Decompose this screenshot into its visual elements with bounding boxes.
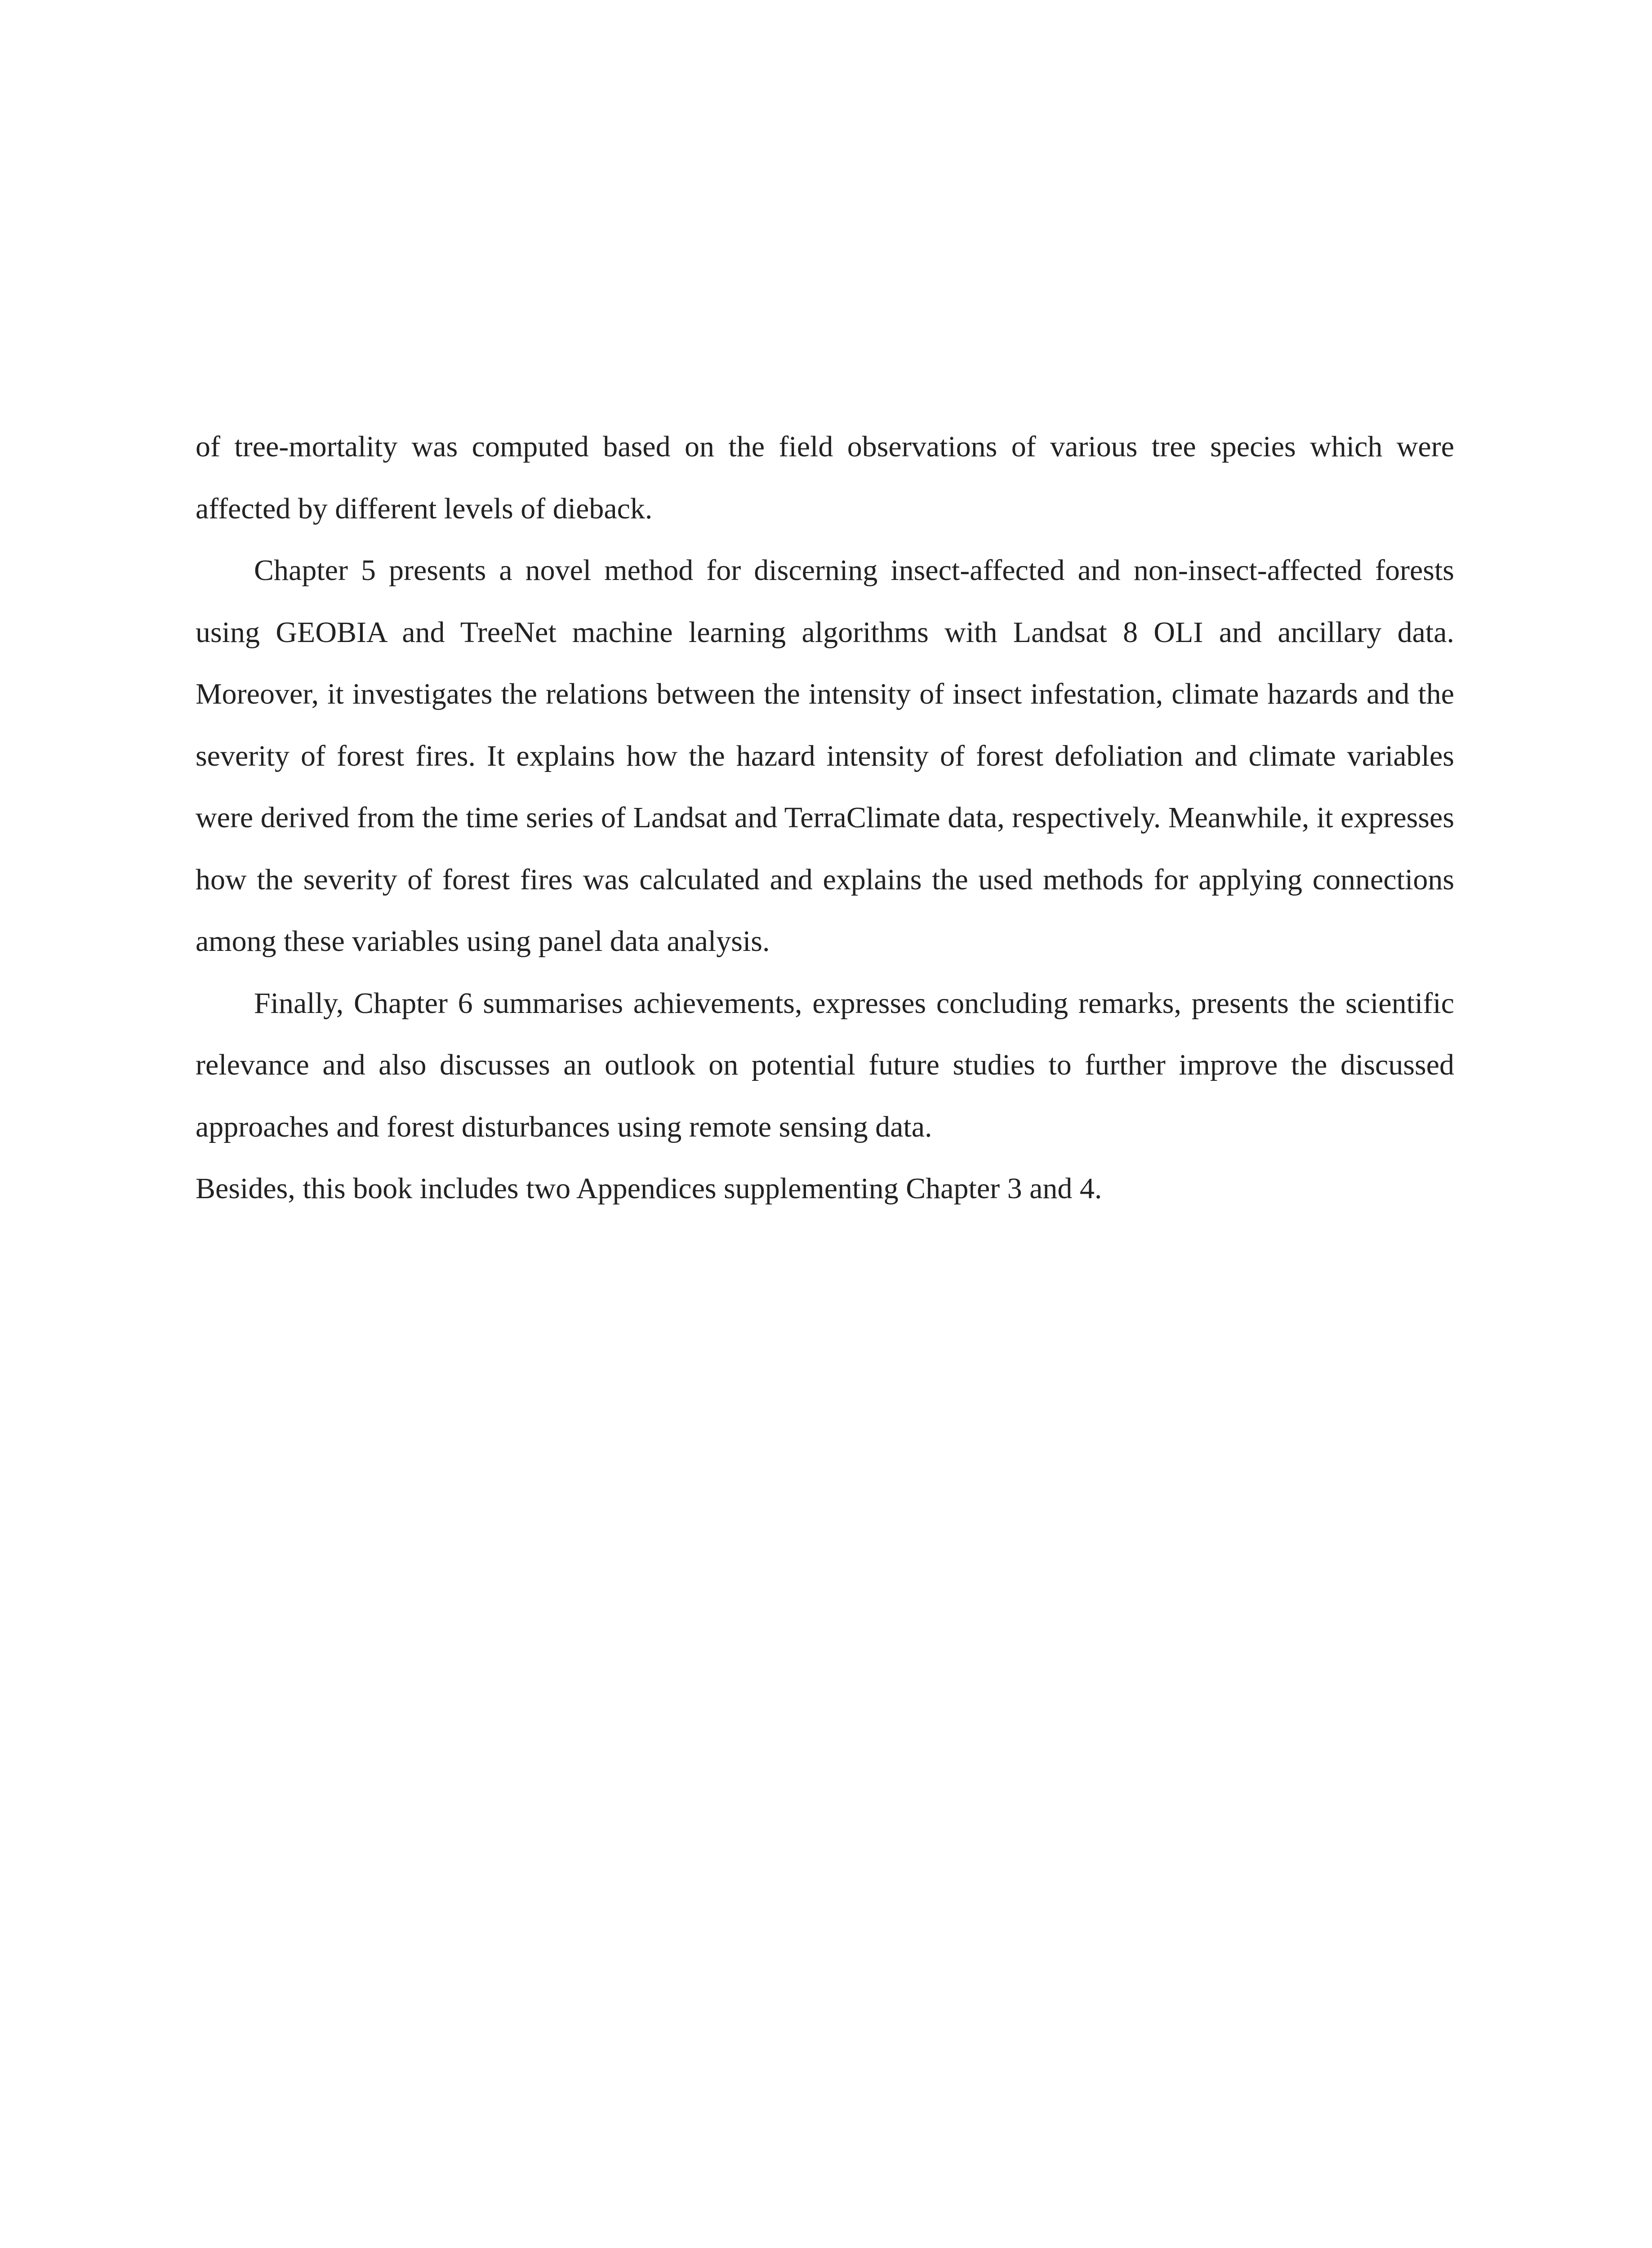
paragraph-chapter-6: Finally, Chapter 6 summarises achievements, expresses concluding remarks, presents the scientific relevance and also discusses an outlook on potential future studies to further improve the discussed approaches and forest disturbances using remote sensing data.	[196, 986, 1454, 1143]
body-text	[196, 416, 1454, 1220]
paragraph-continuation: of tree-mortality was computed based on the field observations of various tree species which were affected by different levels of dieback.	[196, 430, 1454, 525]
paragraph-appendices: Besides, this book includes two Appendices supplementing Chapter 3 and 4.	[196, 1172, 1102, 1205]
paragraph-chapter-5: Chapter 5 presents a novel method for discerning insect-affected and non-insect-affected forests using GEOBIA and TreeNet machine learning algorithms with Landsat 8 OLI and ancillary data. Moreover, it investigates the relations between the intensity of insect infestation, climate hazards and the severity of forest fires. It explains how the hazard intensity of forest defoliation and climate variables were derived from the time series of Landsat and TerraClimate data, respectively. Meanwhile, it expresses how the severity of forest fires was calculated and explains the used methods for applying connections among these variables using panel data analysis.	[196, 554, 1454, 958]
